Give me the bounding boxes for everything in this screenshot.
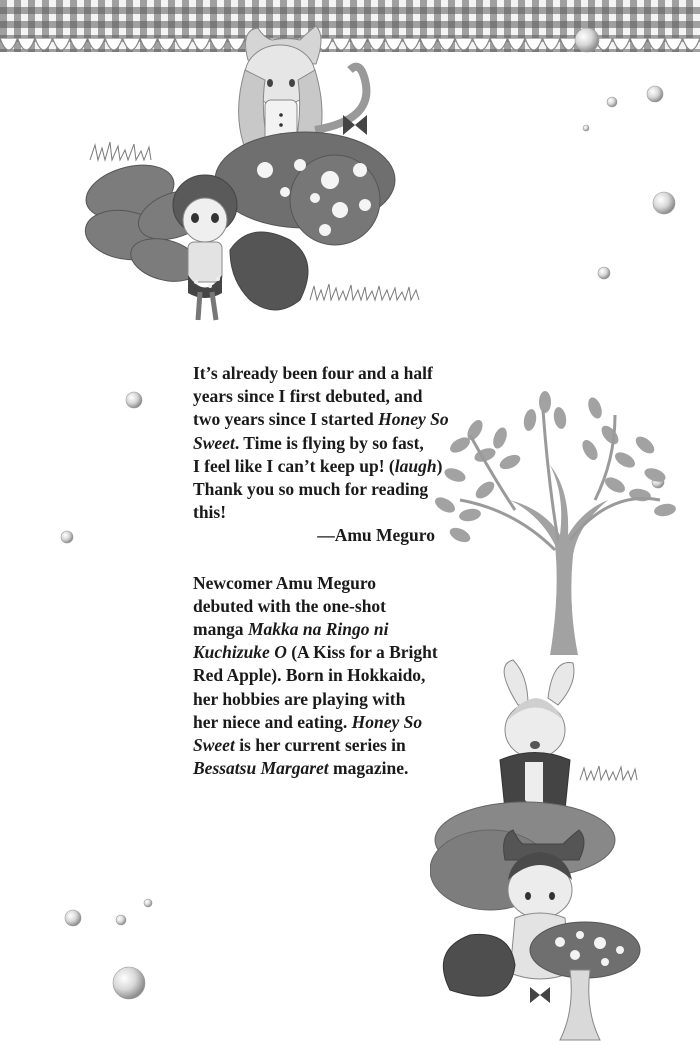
italic-title: Honey So <box>378 409 449 430</box>
tree-illustration <box>430 390 690 660</box>
italic-title: Makka na Ringo ni <box>247 619 389 640</box>
text-line: manga Makka na Ringo ni <box>193 619 389 640</box>
italic-title: Sweet <box>193 432 235 453</box>
author-signature: —Amu Meguro <box>317 525 435 546</box>
top-character-illustration <box>70 20 480 350</box>
text-line: Thank you so much for reading <box>193 479 429 500</box>
author-message <box>193 362 453 524</box>
text-line: years since I first debuted, and <box>193 386 423 407</box>
text-line: Sweet. Time is flying by so fast, <box>193 432 424 453</box>
italic-title: Kuchizuke O <box>193 642 287 663</box>
text-line: this! <box>193 502 227 523</box>
text-line: her hobbies are playing with <box>193 688 406 709</box>
bottom-character-illustration <box>430 650 700 1050</box>
author-comment-block <box>193 362 453 780</box>
text-line: two years since I started Honey So <box>193 409 449 430</box>
italic-title: Honey So <box>351 711 423 732</box>
italic-title: Sweet <box>193 735 235 756</box>
text-line: It’s already been four and a half <box>193 363 433 383</box>
text-line: Red Apple). Born in Hokkaido, <box>193 665 426 686</box>
author-biography <box>193 572 453 781</box>
text-line: Newcomer Amu Meguro <box>193 572 377 593</box>
text-line: her niece and eating. Honey So <box>193 711 423 732</box>
italic-title: laugh <box>394 455 437 476</box>
text-line: Kuchizuke O (A Kiss for a Bright <box>193 642 438 663</box>
text-line: Sweet is her current series in <box>193 735 406 756</box>
text-line: Bessatsu Margaret magazine. <box>193 758 409 779</box>
text-line: debuted with the one-shot <box>193 595 387 616</box>
text-line: I feel like I can’t keep up! (laugh) <box>193 455 443 476</box>
italic-title: Bessatsu Margaret <box>193 758 329 779</box>
